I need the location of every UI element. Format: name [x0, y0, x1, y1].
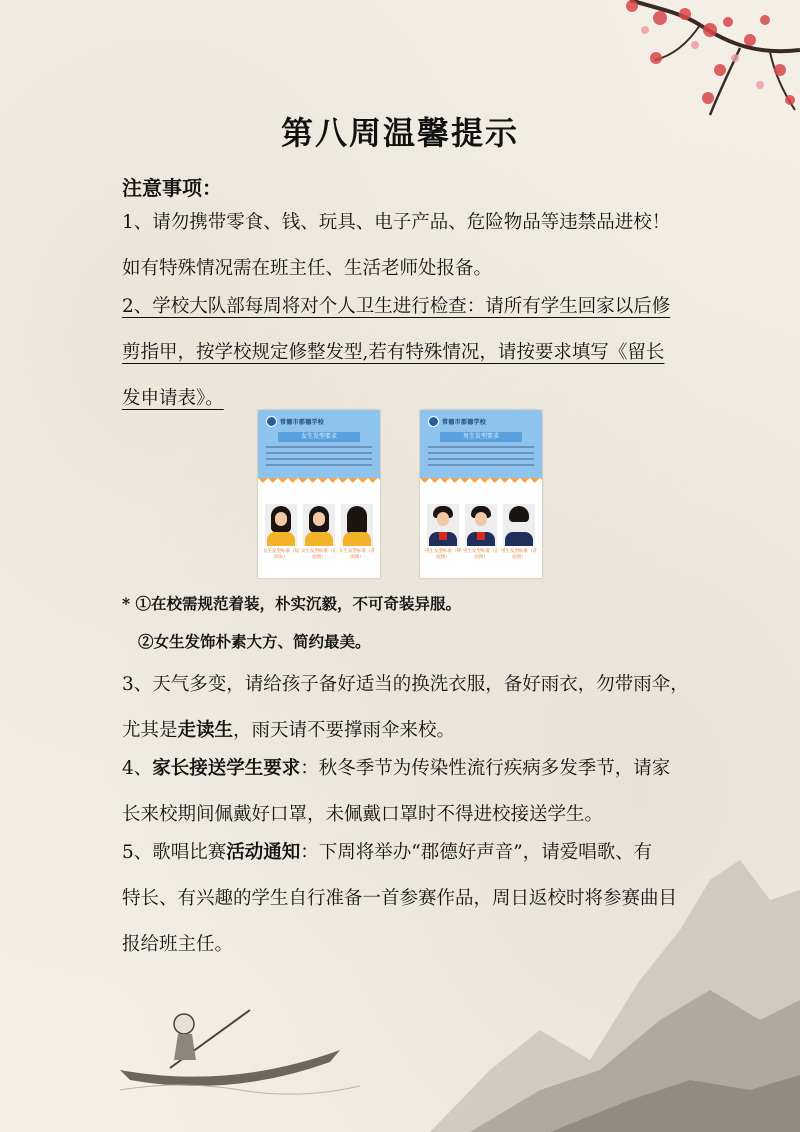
page-title: 第八周温馨提示: [280, 114, 519, 152]
item-4-line-2: 长来校期间佩戴好口罩，未佩戴口罩时不得进校接送学生。: [122, 804, 604, 825]
item-3-line-2: 尤其是走读生，雨天请不要撑雨伞来校。: [122, 720, 456, 741]
item-1-line-2: 如有特殊情况需在班主任、生活老师处报备。: [122, 258, 493, 279]
notice-item-5: [122, 830, 692, 968]
girl-portrait-photo: [265, 504, 297, 546]
hair-accessory-note: ②女生发饰朴素大方、简约最美。: [138, 632, 371, 651]
item-2-line-3: 发申请表》。: [122, 388, 224, 409]
notice-item-3: [122, 662, 692, 754]
boy-portrait-photo: [465, 504, 497, 546]
card-heading: 男生发型要求: [440, 432, 522, 442]
event-notice-emphasis: 活动通知: [226, 842, 301, 863]
photo-caption: 女生发型标准（短圆发）: [263, 549, 299, 560]
girl-portrait-photo: [303, 504, 335, 546]
notice-item-2: [122, 284, 692, 422]
boys-hairstyle-card: [420, 410, 542, 578]
card-school-name: 常德市郡德学校: [442, 418, 487, 426]
item-3-line-1: 3、天气多变，请给孩子备好适当的换洗衣服，备好雨衣，勿带雨伞，: [122, 674, 689, 695]
photo-caption: 女生发型标准（正面图）: [301, 549, 337, 560]
card-school-name: 常德市郡德学校: [280, 418, 325, 426]
school-logo-icon: [428, 416, 439, 427]
item-2-line-2: 剪指甲，按学校规定修整发型,若有特殊情况，请按要求填写《留长: [122, 342, 665, 363]
parent-pickup-emphasis: 家长接送学生要求: [152, 758, 301, 779]
school-logo-icon: [266, 416, 277, 427]
boy-portrait-photo: [503, 504, 535, 546]
day-student-emphasis: 走读生: [177, 720, 234, 741]
photo-caption: 男生发型标准（背面图）: [501, 549, 537, 560]
card-heading: 女生发型要求: [278, 432, 360, 442]
dress-code-note: * ①在校需规范着装，朴实沉毅，不可奇装异服。: [122, 594, 462, 613]
item-5-line-3: 报给班主任。: [122, 934, 234, 955]
boy-portrait-photo: [427, 504, 459, 546]
notice-item-4: [122, 746, 692, 838]
photo-caption: 男生发型标准（侧面图）: [425, 549, 461, 560]
item-5-line-1: 5、歌唱比赛活动通知：下周将举办“郡德好声音”，请爱唱歌、有: [122, 842, 653, 863]
item-4-line-1: 4、家长接送学生要求：秋冬季节为传染性流行疾病多发季节，请家: [122, 758, 671, 779]
girls-hairstyle-card: [258, 410, 380, 578]
item-5-line-2: 特长、有兴趣的学生自行准备一首参赛作品，周日返校时将参赛曲目: [122, 888, 678, 909]
photo-caption: 男生发型标准（正面图）: [463, 549, 499, 560]
notice-item-1: [122, 200, 692, 292]
fisherman-boat-illustration: [100, 990, 360, 1100]
notice-section-label: 注意事项：: [122, 176, 222, 200]
item-1-line-1: 1、请勿携带零食、钱、玩具、电子产品、危险物品等违禁品进校！: [122, 212, 671, 233]
girl-portrait-photo: [341, 504, 373, 546]
photo-caption: 女生发型标准（背面图）: [339, 549, 375, 560]
item-2-line-1: 2、学校大队部每周将对个人卫生进行检查：请所有学生回家以后修: [122, 296, 671, 317]
